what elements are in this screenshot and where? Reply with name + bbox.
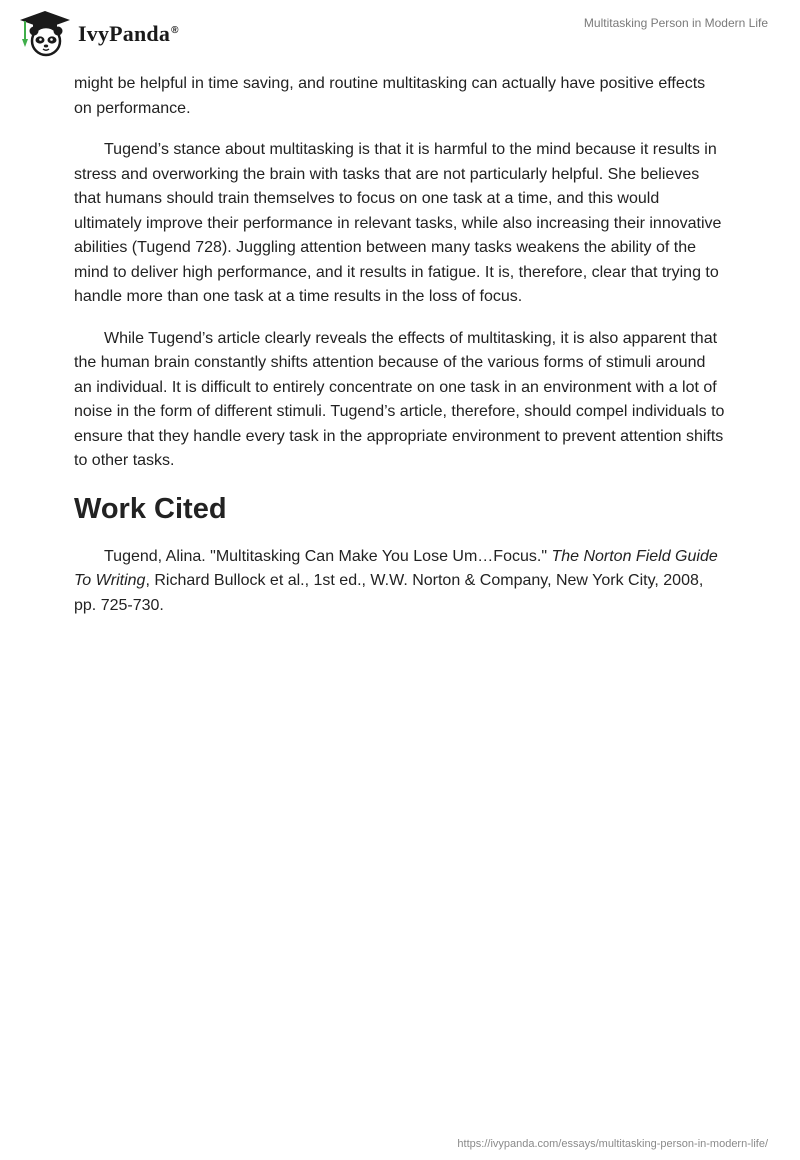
- registered-mark: ®: [171, 24, 179, 36]
- running-title: Multitasking Person in Modern Life: [583, 16, 768, 30]
- citation-book-title: The Norton Field Guide To Writing: [74, 547, 718, 589]
- citation-entry: [74, 545, 726, 619]
- source-url[interactable]: https://ivypanda.com/essays/multitasking-person-in-modern-life/: [457, 1138, 768, 1150]
- essay-content: [74, 72, 726, 618]
- body-paragraph-3: While Tugend’s article clearly reveals the effects of multitasking, it is also apparent that the human brain constantly shifts attention because of the various forms of stimuli around an individual. It is difficult to entirely concentrate on one task in an environment with a lot of noise in the form of different stimuli. Tugend’s article, therefore, should compel individuals to ensure that they handle every task in the appropriate environment to prevent attention shifts to other tasks.: [74, 329, 725, 469]
- brand-name-text: IvyPanda: [78, 21, 171, 46]
- body-paragraph-1: might be helpful in time saving, and routine multitasking can actually have positive effects on performance.: [74, 75, 706, 117]
- body-paragraph-2: Tugend’s stance about multitasking is that it is harmful to the mind because it results in stress and overworking the brain with tasks that are not particularly helpful. She believes that humans should train themselves to focus on one task at a time, and this would ultimately improve their performance in relevant tasks, while also increasing their innovative abilities (Tugend 728). Juggling attention between many tasks weakens the ability of the mind to deliver high performance, and it results in fatigue. It is, therefore, clear that trying to handle more than one task at a time results in the loss of focus.: [74, 141, 722, 305]
- citation-author-title: Tugend, Alina. "Multitasking Can Make You Lose Um…Focus.": [104, 547, 552, 565]
- citation-publication-details: , Richard Bullock et al., 1st ed., W.W. Norton & Company, New York City, 2008, pp. 725-730.: [74, 572, 704, 614]
- brand-name: [78, 21, 179, 47]
- ivypanda-logo[interactable]: [16, 9, 179, 57]
- page-header: [0, 0, 800, 64]
- works-cited-heading: Work Cited: [74, 492, 227, 525]
- panda-graduate-logo-icon: [16, 9, 74, 57]
